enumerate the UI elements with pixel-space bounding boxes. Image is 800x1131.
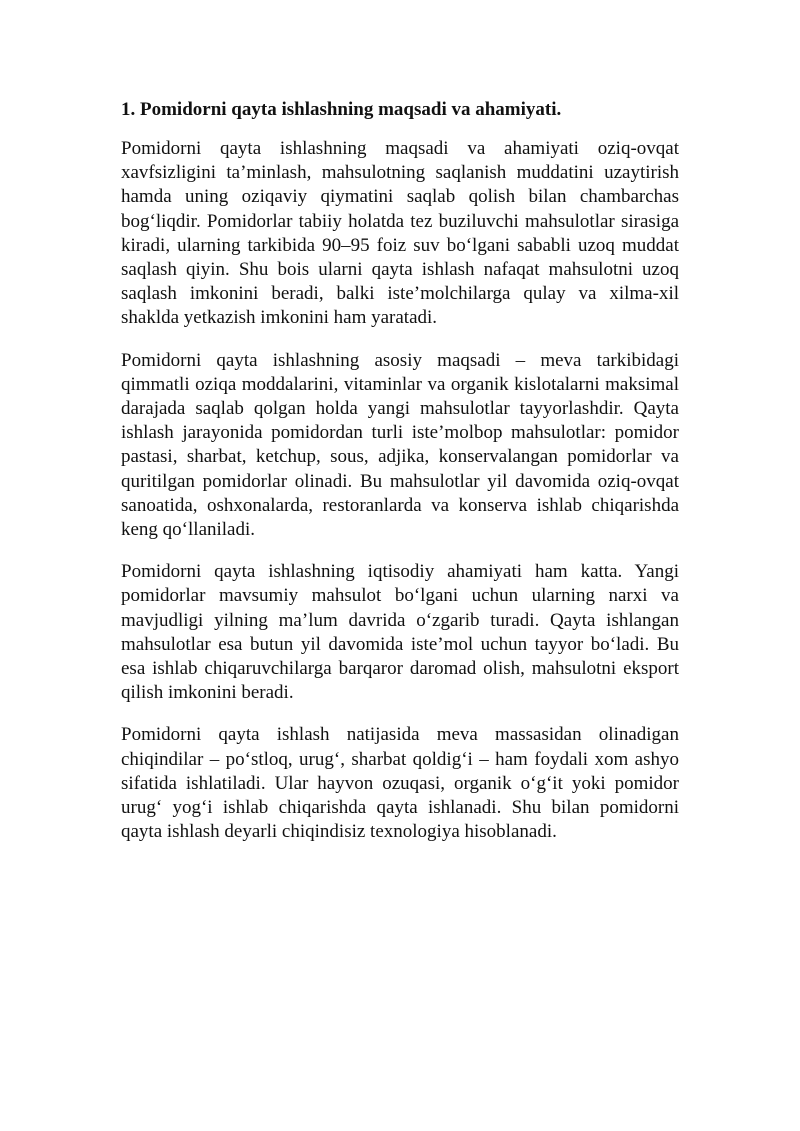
paragraph-3: Pomidorni qayta ishlashning iqtisodiy ahamiyati ham katta. Yangi pomidorlar mavsumiy mahsulot bo‘lgani uchun ularning narxi va mavjudligi yilning ma’lum davrida o‘zgarib turadi. Qayta ishlangan mahsulotlar esa butun yil davomida iste’mol uchun tayyor bo‘ladi. Bu esa ishlab chiqaruvchilarga barqaror daromad olish, mahsulotni eksport qilish imkonini beradi. <box>121 561 679 704</box>
paragraph-2: Pomidorni qayta ishlashning asosiy maqsadi – meva tarkibidagi qimmatli oziqa moddalarini, vitaminlar va organik kislotalarni maksimal darajada saqlab qolgan holda yangi mahsulotlar tayyorlashdir. Qayta ishlash jarayonida pomidordan turli iste’molbop mahsulotlar: pomidor pastasi, sharbat, ketchup, sous, adjika, konservalangan pomidorlar va quritilgan pomidorlar olinadi. Bu mahsulotlar yil davomida oziq-ovqat sanoatida, oshxonalarda, restoranlarda va konserva ishlab chiqarishda keng qo‘llaniladi. <box>121 349 679 541</box>
document-page <box>121 96 679 862</box>
paragraph-1: Pomidorni qayta ishlashning maqsadi va ahamiyati oziq-ovqat xavfsizligini ta’minlash, mahsulotning saqlanish muddatini uzaytirish hamda uning oziqaviy qiymatini saqlab qolish bilan chambarchas bog‘liqdir. Pomidorlar tabiiy holatda tez buziluvchi mahsulotlar sirasiga kiradi, ularning tarkibida 90–95 foiz suv bo‘lgani sababli uzoq muddat saqlash qiyin. Shu bois ularni qayta ishlash nafaqat mahsulotni uzoq saqlash imkonini beradi, balki iste’molchilarga qulay va xilma-xil shaklda yetkazish imkonini ham yaratadi. <box>121 138 679 329</box>
paragraph-4: Pomidorni qayta ishlash natijasida meva massasidan olinadigan chiqindilar – po‘stloq, urug‘, sharbat qoldig‘i – ham foydali xom ashyo sifatida ishlatiladi. Ular hayvon ozuqasi, organik o‘g‘it yoki pomidor urug‘ yog‘i ishlab chiqarishda qayta ishlanadi. Shu bilan pomidorni qayta ishlash deyarli chiqindisiz texnologiya hisoblanadi. <box>121 724 679 843</box>
section-heading: 1. Pomidorni qayta ishlashning maqsadi va ahamiyati. <box>121 99 562 120</box>
